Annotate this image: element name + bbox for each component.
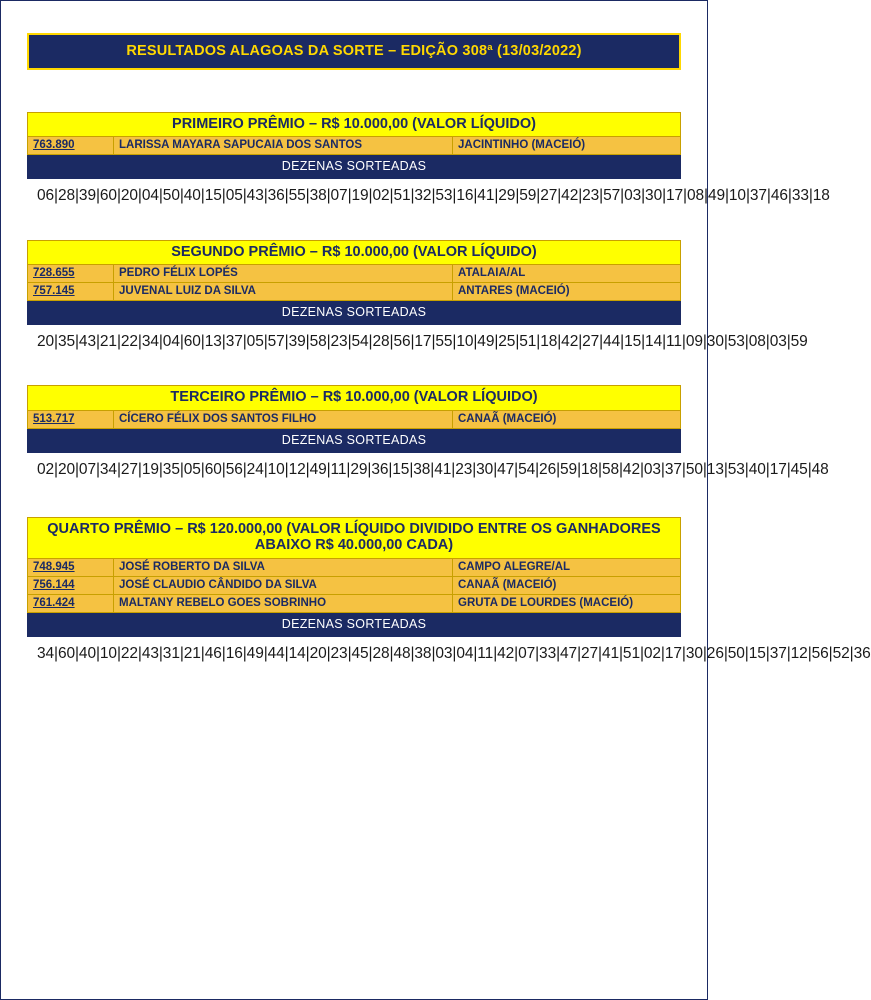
prize-block-third (27, 385, 829, 483)
winner-city: ATALAIA/AL (453, 264, 681, 282)
dezenas-numbers: 02|20|07|34|27|19|35|05|60|56|24|10|12|49|11|29|36|15|38|41|23|30|47|54|26|59|18|58|42|03|37|50|13|53|40|17|45|48 (37, 460, 829, 478)
prize-block-first (27, 112, 830, 210)
prize-header-text: QUARTO PRÊMIO – R$ 120.000,00 (VALOR LÍQUIDO DIVIDIDO ENTRE OS GANHADORES ABAIXO R$ 40.000,00 CADA) (47, 521, 661, 554)
page-title-text: RESULTADOS ALAGOAS DA SORTE – EDIÇÃO 308ª (13/03/2022) (126, 43, 582, 59)
table-row (28, 264, 681, 282)
table-row (28, 410, 681, 428)
prize-header-text: PRIMEIRO PRÊMIO – R$ 10.000,00 (VALOR LÍQUIDO) (172, 116, 536, 132)
winners-table (27, 264, 681, 301)
table-row (28, 558, 681, 576)
winner-city: GRUTA DE LOURDES (MACEIÓ) (453, 594, 681, 612)
winners-table (27, 136, 681, 155)
prize-block-fourth (27, 517, 871, 667)
dezenas-label (27, 429, 681, 453)
winner-name: PEDRO FÉLIX LOPÉS (114, 264, 453, 282)
winners-table (27, 410, 681, 429)
prize-header-text: SEGUNDO PRÊMIO – R$ 10.000,00 (VALOR LÍQUIDO) (171, 243, 537, 260)
winner-ticket: 513.717 (28, 410, 114, 428)
dezenas-label (27, 301, 681, 325)
winners-table (27, 558, 681, 613)
prize-block-second (27, 240, 808, 356)
winner-name: JUVENAL LUIZ DA SILVA (114, 282, 453, 300)
winner-ticket: 728.655 (28, 264, 114, 282)
prize-header (27, 240, 681, 264)
prize-header (27, 517, 681, 557)
winner-name: JOSÉ CLAUDIO CÂNDIDO DA SILVA (114, 576, 453, 594)
dezenas-label-text: DEZENAS SORTEADAS (281, 616, 427, 631)
dezenas-label-text: DEZENAS SORTEADAS (281, 159, 427, 174)
table-row (28, 282, 681, 300)
table-row (28, 137, 681, 155)
winner-city: ANTARES (MACEIÓ) (453, 282, 681, 300)
dezenas-label-text: DEZENAS SORTEADAS (281, 432, 427, 447)
winner-name: MALTANY REBELO GOES SOBRINHO (114, 594, 453, 612)
winner-city: CANAÃ (MACEIÓ) (453, 576, 681, 594)
winner-name: LARISSA MAYARA SAPUCAIA DOS SANTOS (114, 137, 453, 155)
dezenas-numbers: 06|28|39|60|20|04|50|40|15|05|43|36|55|38|07|19|02|51|32|53|16|41|29|59|27|42|23|57|03|30|17|08|49|10|37|46|33|18 (37, 187, 830, 205)
winner-name: JOSÉ ROBERTO DA SILVA (114, 558, 453, 576)
page-title (27, 33, 681, 70)
winner-ticket: 763.890 (28, 137, 114, 155)
dezenas-numbers: 20|35|43|21|22|34|04|60|13|37|05|57|39|58|23|54|28|56|17|55|10|49|25|51|18|42|27|44|15|14|11|09|30|53|08|03|59 (37, 332, 808, 350)
prize-header-text: TERCEIRO PRÊMIO – R$ 10.000,00 (VALOR LÍQUIDO) (170, 389, 538, 406)
winner-ticket: 761.424 (28, 594, 114, 612)
winner-ticket: 748.945 (28, 558, 114, 576)
dezenas-numbers: 34|60|40|10|22|43|31|21|46|16|49|44|14|20|23|45|28|48|38|03|04|11|42|07|33|47|27|41|51|02|17|30|26|50|15|37|12|56|52|36 (37, 644, 871, 662)
winner-ticket: 756.144 (28, 576, 114, 594)
winner-city: CANAÃ (MACEIÓ) (453, 410, 681, 428)
winner-city: CAMPO ALEGRE/AL (453, 558, 681, 576)
winner-name: CÍCERO FÉLIX DOS SANTOS FILHO (114, 410, 453, 428)
prize-header (27, 112, 681, 136)
table-row (28, 576, 681, 594)
prize-header (27, 385, 681, 409)
dezenas-label (27, 613, 681, 637)
winner-city: JACINTINHO (MACEIÓ) (453, 137, 681, 155)
dezenas-label (27, 155, 681, 179)
winner-ticket: 757.145 (28, 282, 114, 300)
dezenas-label-text: DEZENAS SORTEADAS (281, 304, 427, 319)
table-row (28, 594, 681, 612)
